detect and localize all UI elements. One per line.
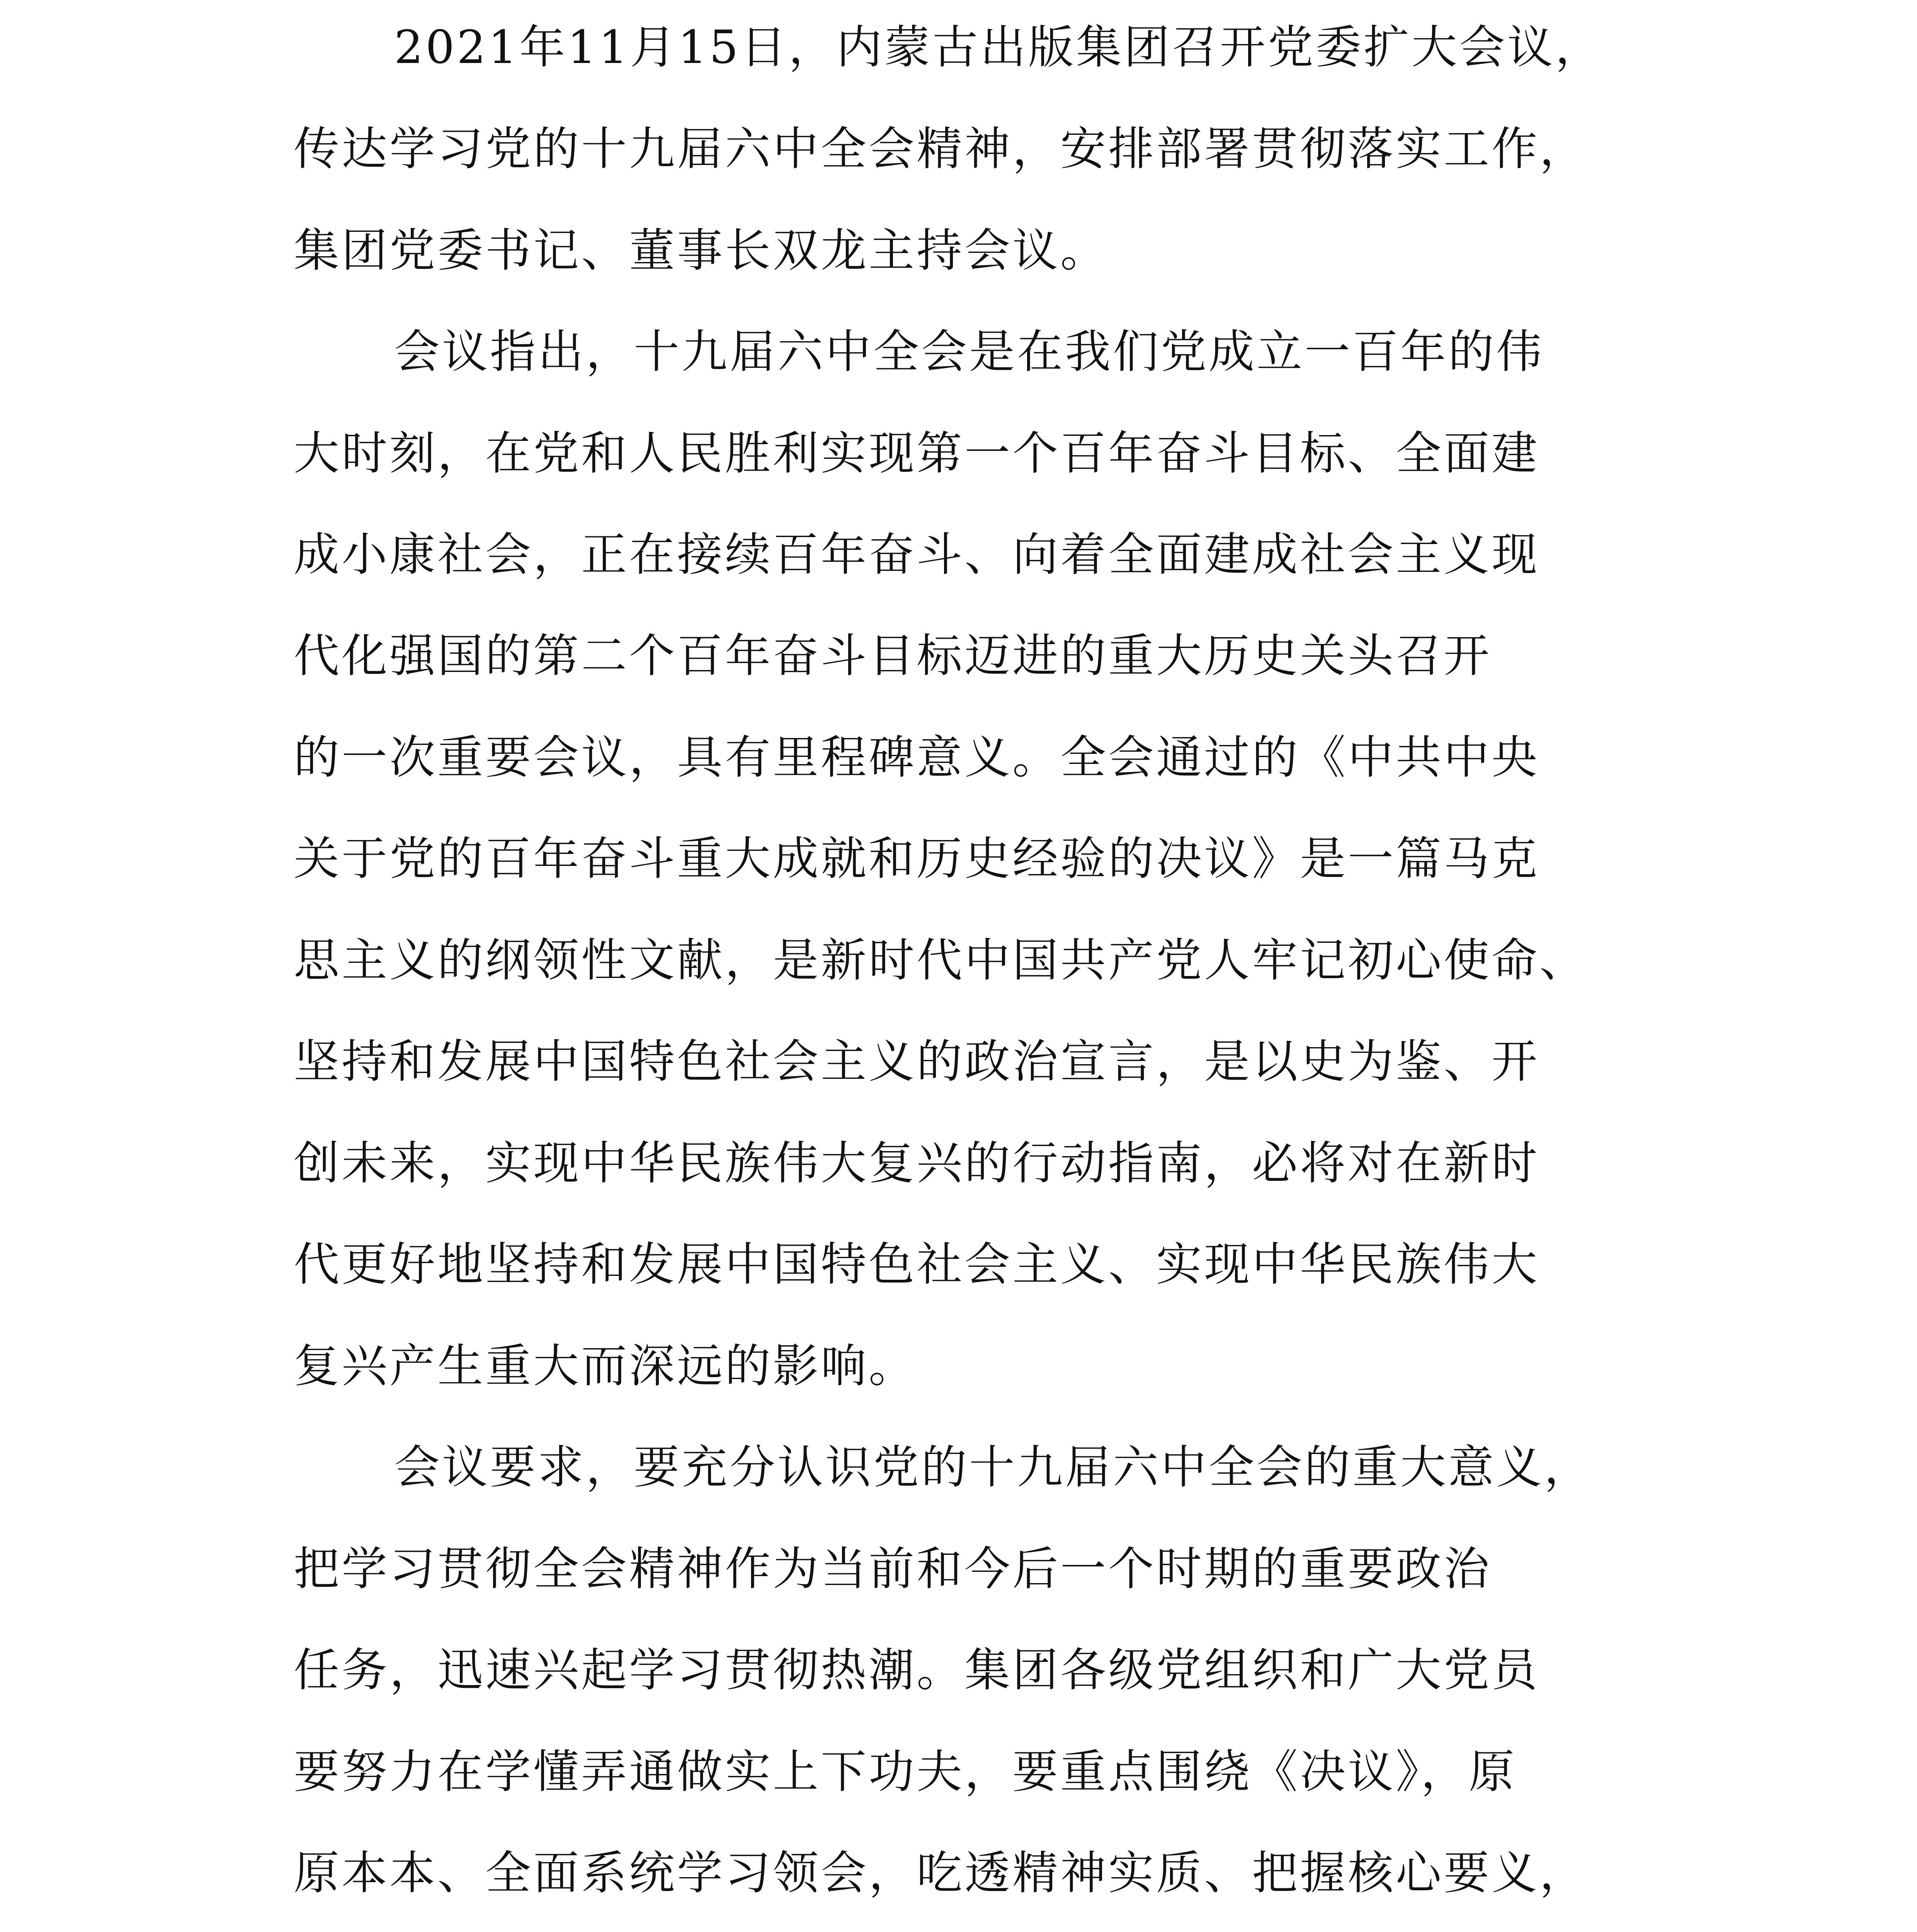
- paragraph-1-line-2: 传达学习党的十九届六中全会精神，安排部署贯彻落实工作，: [294, 122, 1588, 175]
- paragraph-2-line-9: 创未来，实现中华民族伟大复兴的行动指南，必将对在新时: [294, 1136, 1540, 1190]
- paragraph-1-line-1: 2021年11月15日，内蒙古出版集团召开党委扩大会议，: [394, 20, 1603, 74]
- paragraph-2-line-11: 复兴产生重大而深远的影响。: [294, 1339, 917, 1393]
- paragraph-2-line-2: 大时刻，在党和人民胜利实现第一个百年奋斗目标、全面建: [294, 427, 1540, 480]
- paragraph-2-line-6: 关于党的百年奋斗重大成就和历史经验的决议》是一篇马克: [294, 832, 1540, 885]
- paragraph-2-line-7: 思主义的纲领性文献，是新时代中国共产党人牢记初心使命、: [294, 934, 1588, 987]
- paragraph-3-line-3: 任务，迅速兴起学习贯彻热潮。集团各级党组织和广大党员: [294, 1643, 1540, 1697]
- paragraph-3-line-2: 把学习贯彻全会精神作为当前和今后一个时期的重要政治: [294, 1542, 1492, 1595]
- paragraph-2-line-3: 成小康社会，正在接续百年奋斗、向着全面建成社会主义现: [294, 528, 1540, 581]
- paragraph-2-line-1: 会议指出，十九届六中全会是在我们党成立一百年的伟: [394, 325, 1544, 378]
- paragraph-3-line-4: 要努力在学懂弄通做实上下功夫，要重点围绕《决议》，原: [294, 1745, 1517, 1798]
- paragraph-3-line-1: 会议要求，要充分认识党的十九届六中全会的重大意义，: [394, 1440, 1592, 1494]
- paragraph-2-line-5: 的一次重要会议，具有里程碑意义。全会通过的《中共中央: [294, 731, 1540, 784]
- paragraph-1-line-3: 集团党委书记、董事长双龙主持会议。: [294, 224, 1109, 277]
- paragraph-3-line-5: 原本本、全面系统学习领会，吃透精神实质、把握核心要义，: [294, 1846, 1588, 1900]
- paragraph-2-line-8: 坚持和发展中国特色社会主义的政治宣言，是以史为鉴、开: [294, 1035, 1540, 1088]
- paragraph-2-line-10: 代更好地坚持和发展中国特色社会主义、实现中华民族伟大: [294, 1238, 1540, 1291]
- paragraph-2-line-4: 代化强国的第二个百年奋斗目标迈进的重大历史关头召开: [294, 629, 1492, 682]
